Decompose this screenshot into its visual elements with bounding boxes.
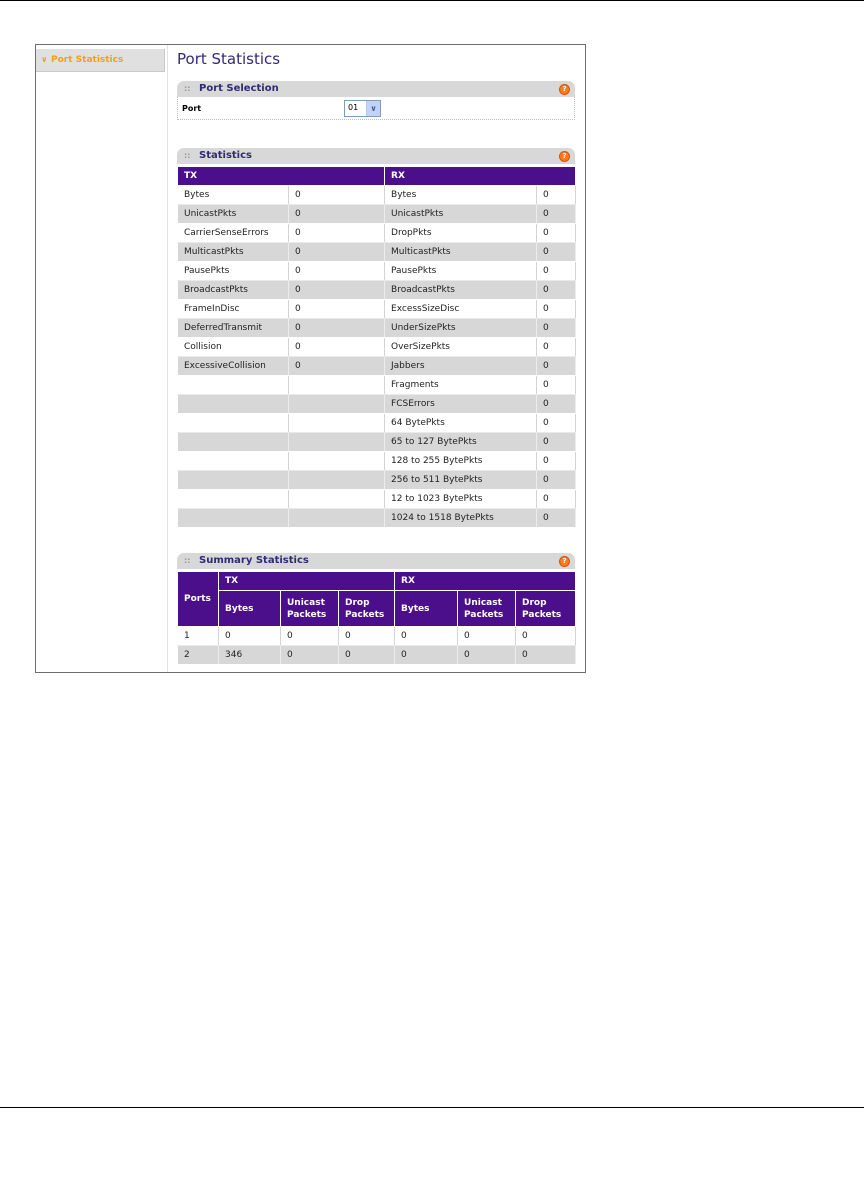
stat-rx-value: 0: [537, 300, 576, 319]
stat-rx-value: 0: [537, 357, 576, 376]
summary-tx-bytes: 0: [219, 627, 281, 646]
tx-unicast-header: [281, 591, 339, 627]
stat-tx-label: DeferredTransmit: [178, 319, 289, 338]
table-row: [178, 357, 576, 376]
grip-icon: ::: [184, 84, 191, 93]
stat-tx-value: [289, 414, 385, 433]
stat-rx-label: OverSizePkts: [385, 338, 537, 357]
grip-icon: ::: [184, 151, 191, 160]
rx-header: RX: [385, 167, 576, 186]
stat-tx-label: PausePkts: [178, 262, 289, 281]
stat-tx-value: 0: [289, 300, 385, 319]
table-row: [178, 319, 576, 338]
table-row: [178, 224, 576, 243]
summary-port: 1: [178, 627, 219, 646]
grip-icon: ::: [184, 556, 191, 565]
sidebar-item-port-statistics[interactable]: [36, 49, 165, 72]
tx-drop-header: [339, 591, 395, 627]
page-title: Port Statistics: [177, 50, 281, 68]
stat-rx-label: 12 to 1023 BytePkts: [385, 490, 537, 509]
table-row: [178, 646, 576, 665]
chevron-down-icon[interactable]: ∨: [366, 101, 380, 116]
port-label: Port: [182, 104, 202, 113]
stat-tx-label: Collision: [178, 338, 289, 357]
stat-tx-value: [289, 490, 385, 509]
stat-rx-value: 0: [537, 281, 576, 300]
stat-rx-label: Fragments: [385, 376, 537, 395]
summary-tx-unicast: 0: [281, 646, 339, 665]
app-window: [35, 44, 586, 673]
stat-tx-label: CarrierSenseErrors: [178, 224, 289, 243]
stat-rx-value: 0: [537, 452, 576, 471]
rx-bytes-header: Bytes: [395, 591, 458, 627]
stat-tx-value: [289, 433, 385, 452]
question-circle-icon[interactable]: ?: [559, 556, 570, 567]
summary-rx-unicast: 0: [458, 627, 516, 646]
header-line: Packets: [287, 609, 327, 620]
stat-tx-value: [289, 452, 385, 471]
stat-rx-value: 0: [537, 509, 576, 528]
stat-rx-label: MulticastPkts: [385, 243, 537, 262]
stat-tx-value: [289, 395, 385, 414]
stat-rx-value: 0: [537, 243, 576, 262]
header-line: Drop: [345, 597, 370, 608]
stat-rx-value: 0: [537, 471, 576, 490]
stat-rx-value: 0: [537, 414, 576, 433]
header-line: Packets: [345, 609, 385, 620]
summary-tx-drop: 0: [339, 627, 395, 646]
stat-rx-label: UnderSizePkts: [385, 319, 537, 338]
table-row: [178, 471, 576, 490]
summary-rx-drop: 0: [516, 627, 576, 646]
tx-bytes-header: Bytes: [219, 591, 281, 627]
stat-tx-value: 0: [289, 319, 385, 338]
tx-header: TX: [178, 167, 385, 186]
stat-rx-value: 0: [537, 376, 576, 395]
rx-drop-header: [516, 591, 576, 627]
stat-tx-label: Bytes: [178, 186, 289, 205]
stat-rx-value: 0: [537, 433, 576, 452]
stat-tx-label: [178, 509, 289, 528]
tx-header: TX: [219, 572, 395, 591]
stat-tx-value: 0: [289, 281, 385, 300]
stat-rx-value: 0: [537, 186, 576, 205]
stat-rx-label: DropPkts: [385, 224, 537, 243]
stat-tx-value: [289, 471, 385, 490]
stat-rx-value: 0: [537, 338, 576, 357]
table-row: [178, 433, 576, 452]
stat-tx-label: UnicastPkts: [178, 205, 289, 224]
table-row: [178, 395, 576, 414]
stat-tx-value: 0: [289, 243, 385, 262]
header-line: Unicast: [464, 597, 502, 608]
summary-statistics-header: [177, 553, 575, 569]
page-top-rule: [0, 0, 864, 1]
stat-rx-label: ExcessSizeDisc: [385, 300, 537, 319]
port-select[interactable]: [344, 100, 381, 117]
table-row: [178, 300, 576, 319]
stat-tx-label: [178, 452, 289, 471]
stat-rx-value: 0: [537, 490, 576, 509]
table-row: [178, 509, 576, 528]
summary-tx-bytes: 346: [219, 646, 281, 665]
section-title: Port Selection: [199, 83, 279, 94]
summary-port: 2: [178, 646, 219, 665]
table-row: [178, 627, 576, 646]
stat-rx-label: PausePkts: [385, 262, 537, 281]
stat-rx-value: 0: [537, 395, 576, 414]
stat-rx-label: 256 to 511 BytePkts: [385, 471, 537, 490]
sidebar: [36, 45, 168, 672]
table-row: [178, 262, 576, 281]
stat-tx-label: [178, 414, 289, 433]
summary-rx-bytes: 0: [395, 646, 458, 665]
table-row: [178, 338, 576, 357]
stat-tx-label: [178, 395, 289, 414]
table-row: [178, 376, 576, 395]
ports-header: Ports: [178, 572, 219, 627]
section-title: Summary Statistics: [199, 555, 309, 566]
stat-tx-value: [289, 376, 385, 395]
summary-tx-unicast: 0: [281, 627, 339, 646]
stat-tx-value: 0: [289, 224, 385, 243]
stat-tx-value: [289, 509, 385, 528]
stat-tx-label: [178, 471, 289, 490]
port-selection-panel: [177, 97, 575, 120]
stat-tx-label: [178, 376, 289, 395]
stat-tx-value: 0: [289, 357, 385, 376]
question-circle-icon[interactable]: ?: [559, 151, 570, 162]
summary-rx-drop: 0: [516, 646, 576, 665]
header-line: Unicast: [287, 597, 325, 608]
stat-tx-label: BroadcastPkts: [178, 281, 289, 300]
stat-rx-label: Bytes: [385, 186, 537, 205]
stat-tx-value: 0: [289, 262, 385, 281]
stat-tx-label: [178, 490, 289, 509]
statistics-table: [177, 166, 576, 528]
table-row: [178, 205, 576, 224]
sidebar-item-label: Port Statistics: [51, 55, 124, 65]
stat-rx-label: 64 BytePkts: [385, 414, 537, 433]
stat-tx-label: MulticastPkts: [178, 243, 289, 262]
stat-rx-value: 0: [537, 224, 576, 243]
table-row: [178, 281, 576, 300]
stat-rx-label: BroadcastPkts: [385, 281, 537, 300]
stat-rx-label: 1024 to 1518 BytePkts: [385, 509, 537, 528]
table-row: [178, 490, 576, 509]
stat-rx-value: 0: [537, 319, 576, 338]
question-circle-icon[interactable]: ?: [559, 84, 570, 95]
table-row: [178, 186, 576, 205]
port-select-value: 01: [348, 103, 359, 112]
stat-rx-label: 128 to 255 BytePkts: [385, 452, 537, 471]
header-line: Drop: [522, 597, 547, 608]
header-line: Packets: [464, 609, 504, 620]
table-row: [178, 414, 576, 433]
table-row: [178, 243, 576, 262]
stat-rx-label: 65 to 127 BytePkts: [385, 433, 537, 452]
rx-unicast-header: [458, 591, 516, 627]
statistics-header: [177, 148, 575, 164]
stat-tx-label: [178, 433, 289, 452]
summary-statistics-table: [177, 571, 576, 665]
page-bottom-rule: [0, 1107, 864, 1108]
header-line: Packets: [522, 609, 562, 620]
stat-tx-value: 0: [289, 338, 385, 357]
stat-tx-value: 0: [289, 186, 385, 205]
summary-tx-drop: 0: [339, 646, 395, 665]
stat-rx-label: UnicastPkts: [385, 205, 537, 224]
stat-tx-value: 0: [289, 205, 385, 224]
stat-rx-label: FCSErrors: [385, 395, 537, 414]
summary-rx-bytes: 0: [395, 627, 458, 646]
stat-tx-label: ExcessiveCollision: [178, 357, 289, 376]
table-row: [178, 452, 576, 471]
chevron-down-icon: ∨: [41, 55, 48, 64]
stat-rx-label: Jabbers: [385, 357, 537, 376]
section-title: Statistics: [199, 150, 252, 161]
stat-rx-value: 0: [537, 205, 576, 224]
summary-rx-unicast: 0: [458, 646, 516, 665]
stat-tx-label: FrameInDisc: [178, 300, 289, 319]
stat-rx-value: 0: [537, 262, 576, 281]
port-selection-header: [177, 81, 575, 97]
rx-header: RX: [395, 572, 576, 591]
